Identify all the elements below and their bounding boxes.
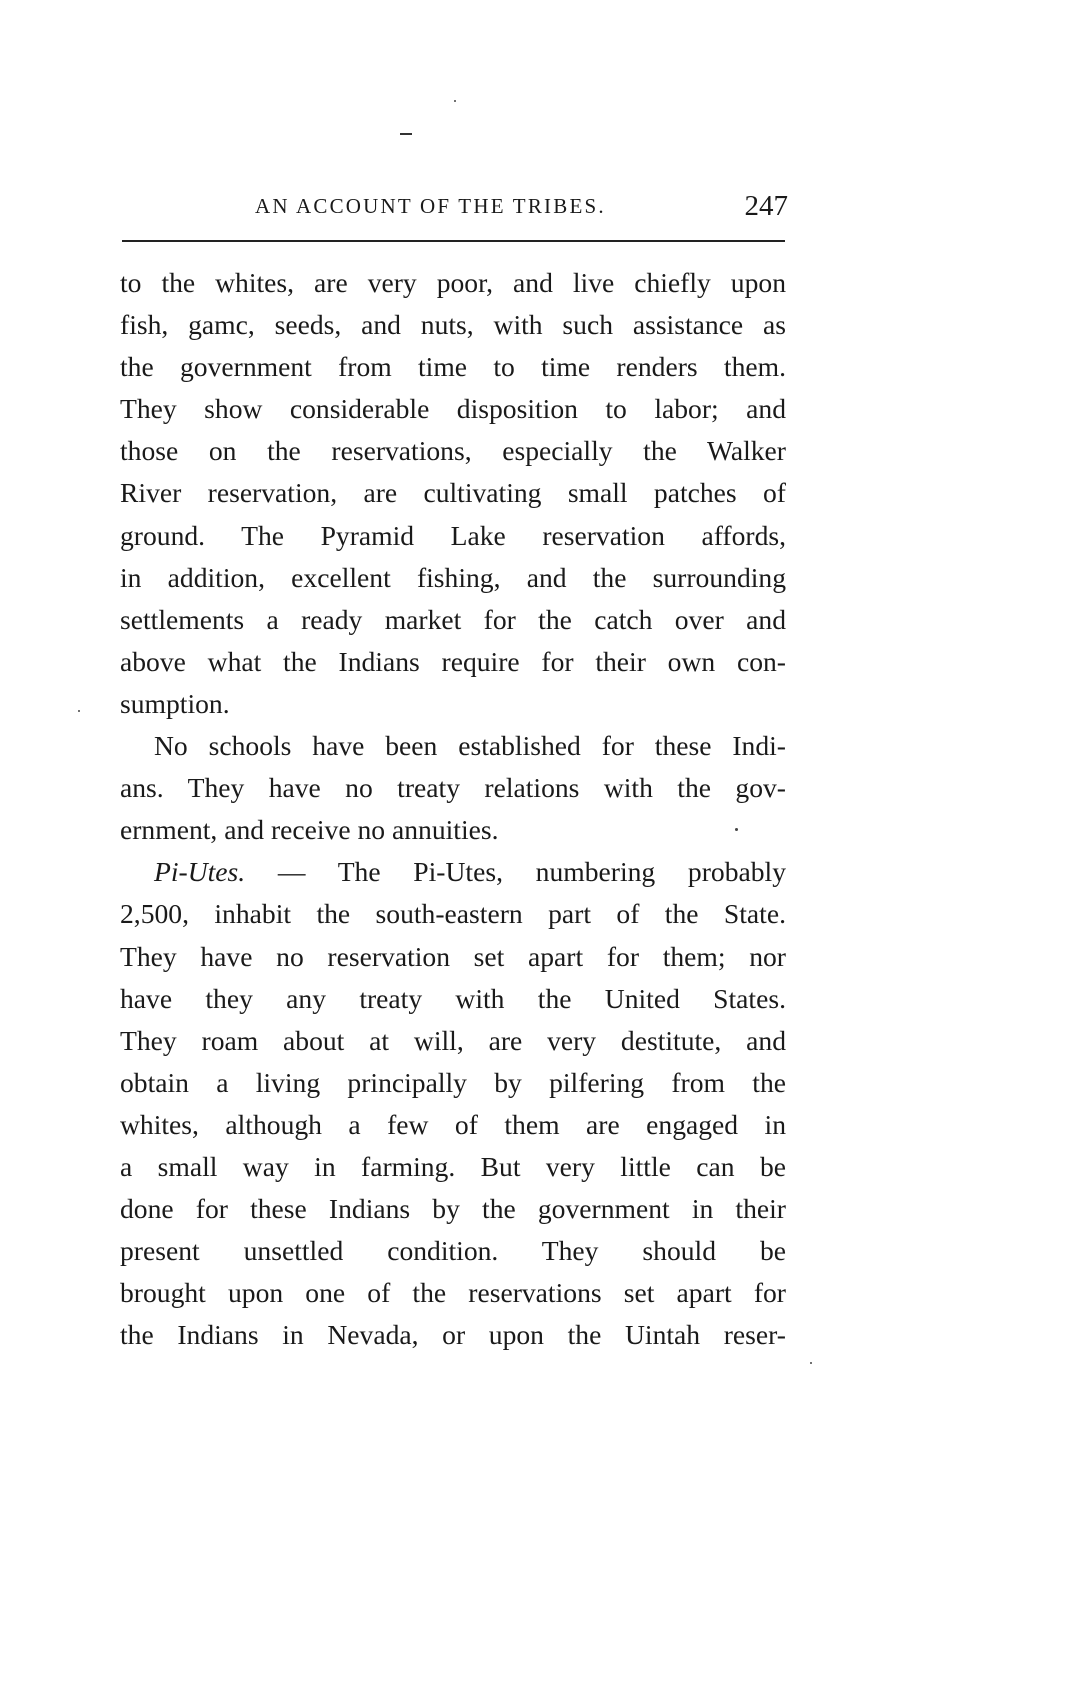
text-line: — The Pi-Utes, numbering probably [277,856,786,888]
stray-print-speck [810,1362,812,1364]
text-line: fish, gamc, seeds, and nuts, with such assistance as [120,309,786,341]
stray-print-speck [454,100,456,102]
stray-print-mark [400,133,412,135]
section-lead-line [120,851,786,893]
text-line: those on the reservations, especially the Walker [120,435,786,467]
text-line: in addition, excellent fishing, and the surrounding [120,561,786,593]
text-line: No schools have been established for these Indi- [154,730,786,762]
section-heading-pi-utes: Pi-Utes. [154,856,246,888]
stray-print-speck [78,710,80,712]
running-title: AN ACCOUNT OF THE TRIBES. [255,194,606,218]
text-line: have they any treaty with the United States. [120,982,786,1014]
text-line: the Indians in Nevada, or upon the Uintah reser- [120,1319,786,1351]
page-number: 247 [744,190,788,222]
header-rule [122,240,785,242]
text-line: River reservation, are cultivating small patches of [120,477,786,509]
text-line: sumption. [120,687,230,719]
text-line: present unsettled condition. They should be [120,1235,786,1267]
body-text [120,262,786,1356]
text-line: ernment, and receive no annuities. [120,814,499,846]
text-line: settlements a ready market for the catch over and [120,603,786,635]
text-line: They have no reservation set apart for them; nor [120,940,786,972]
text-line: ans. They have no treaty relations with the gov- [120,772,786,804]
text-line: ground. The Pyramid Lake reservation affords, [120,519,786,551]
text-line: above what the Indians require for their own con- [120,645,786,677]
text-line: They show considerable disposition to labor; and [120,393,786,425]
text-line: the government from time to time renders them. [120,351,786,383]
text-line: brought upon one of the reservations set apart for [120,1277,786,1309]
text-line: 2,500, inhabit the south-eastern part of the State. [120,898,786,930]
text-line: obtain a living principally by pilfering from the [120,1066,786,1098]
text-line: a small way in farming. But very little can be [120,1150,786,1182]
text-line: whites, although a few of them are engaged in [120,1108,786,1140]
text-line: to the whites, are very poor, and live chiefly upon [120,267,786,298]
text-line: They roam about at will, are very destitute, and [120,1024,786,1056]
text-line: done for these Indians by the government in their [120,1193,786,1225]
running-header [120,190,788,224]
